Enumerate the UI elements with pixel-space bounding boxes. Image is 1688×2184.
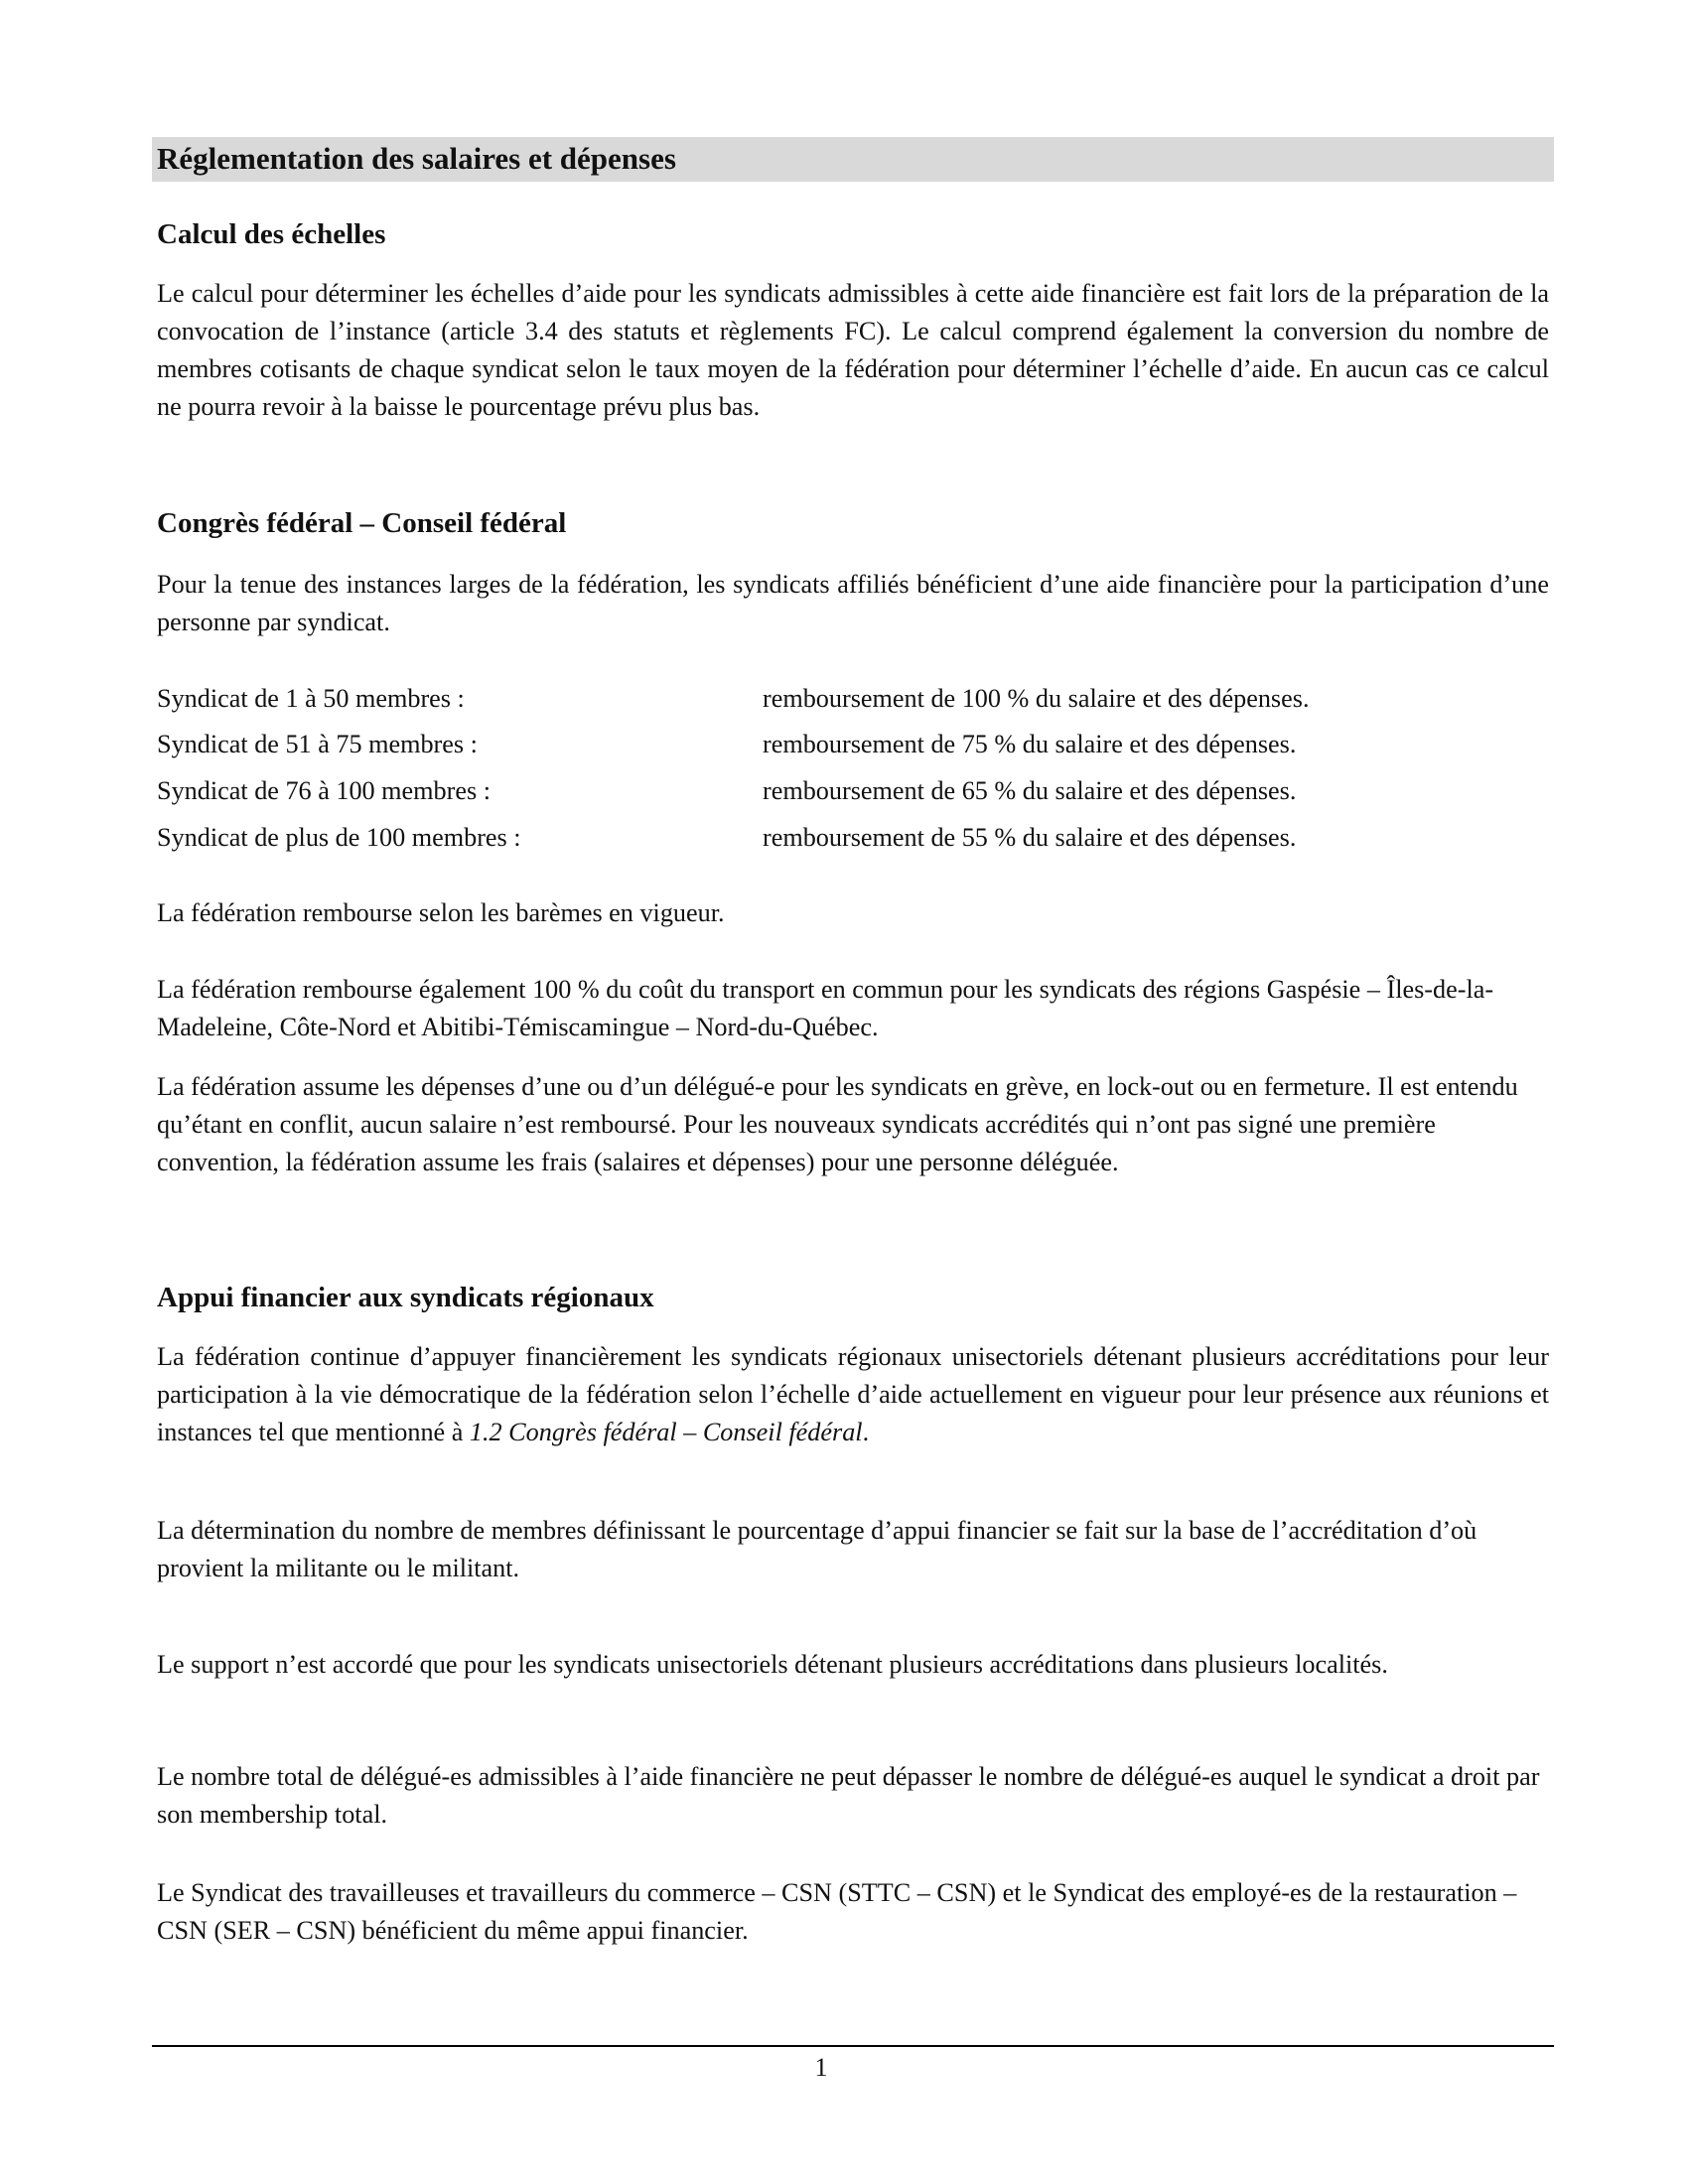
footer-divider	[152, 2045, 1554, 2047]
scale-reimbursement: remboursement de 100 % du salaire et des dépenses.	[763, 684, 1310, 713]
scale-category: Syndicat de 1 à 50 membres :	[157, 684, 465, 713]
heading-appui-financier: Appui financier aux syndicats régionaux	[157, 1282, 654, 1313]
page-title: Réglementation des salaires et dépenses	[157, 141, 676, 176]
scale-category: Syndicat de 76 à 100 membres :	[157, 776, 492, 805]
paragraph-appui-3: Le support n’est accordé que pour les syndicats unisectoriels détenant plusieurs accréditations dans plusieurs localités.	[157, 1650, 1388, 1679]
scale-reimbursement: remboursement de 75 % du salaire et des dépenses.	[763, 730, 1297, 758]
scale-row	[157, 768, 1549, 814]
scale-row	[157, 676, 1549, 722]
section-reference: 1.2 Congrès fédéral – Conseil fédéral	[469, 1418, 863, 1446]
page-number: 1	[814, 2053, 828, 2082]
paragraph-appui-5: Le Syndicat des travailleuses et travailleurs du commerce – CSN (STTC – CSN) et le Syndicat des employé-es de la restauration – CSN (SER – CSN) bénéficient du même appui financier.	[157, 1878, 1517, 1945]
scale-category: Syndicat de plus de 100 membres :	[157, 823, 521, 852]
scale-reimbursement: remboursement de 65 % du salaire et des dépenses.	[763, 776, 1297, 805]
paragraph-appui-1-main: La fédération continue d’appuyer financièrement les syndicats régionaux unisectoriels détenant plusieurs accréditations pour leur participation à la vie démocratique de la fédération selon l’échelle d’aide actuellement en vigueur pour leur présence aux réunions et instances tel que mentionné à	[157, 1342, 1549, 1446]
heading-calcul-echelles: Calcul des échelles	[157, 218, 386, 250]
paragraph-appui-1-end: .	[862, 1418, 870, 1446]
paragraph-congres-intro: Pour la tenue des instances larges de la fédération, les syndicats affiliés bénéficient d’une aide financière pour la participation d’une personne par syndicat.	[157, 570, 1549, 636]
paragraph-greve: La fédération assume les dépenses d’une ou d’un délégué-e pour les syndicats en grève, en lock-out ou en fermeture. Il est entendu qu’étant en conflit, aucun salaire n’est remboursé. Pour les nouveaux syndicats accrédités qui n’ont pas signé une première convention, la fédération assume les frais (salaires et dépenses) pour une personne déléguée.	[157, 1072, 1518, 1176]
paragraph-appui-2: La détermination du nombre de membres définissant le pourcentage d’appui financier se fait sur la base de l’accréditation d’où provient la militante ou le militant.	[157, 1516, 1477, 1582]
paragraph-transport: La fédération rembourse également 100 % du coût du transport en commun pour les syndicats des régions Gaspésie – Îles-de-la-Madeleine, Côte-Nord et Abitibi-Témiscamingue – Nord-du-Québec.	[157, 975, 1494, 1041]
scale-row	[157, 815, 1549, 861]
paragraph-calcul: Le calcul pour déterminer les échelles d’aide pour les syndicats admissibles à cette aide financière est fait lors de la préparation de la convocation de l’instance (article 3.4 des statuts et règlements FC). Le calcul comprend également la conversion du nombre de membres cotisants de chaque syndicat selon le taux moyen de la fédération pour déterminer l’échelle d’aide. En aucun cas ce calcul ne pourra revoir à la baisse le pourcentage prévu plus bas.	[157, 279, 1549, 421]
scale-category: Syndicat de 51 à 75 membres :	[157, 730, 478, 758]
paragraph-appui-1	[157, 1338, 1549, 1451]
scale-reimbursement: remboursement de 55 % du salaire et des dépenses.	[763, 823, 1297, 852]
paragraph-appui-4: Le nombre total de délégué-es admissibles à l’aide financière ne peut dépasser le nombre de délégué-es auquel le syndicat a droit par son membership total.	[157, 1762, 1540, 1829]
heading-congres-federal: Congrès fédéral – Conseil fédéral	[157, 507, 567, 539]
scale-row	[157, 722, 1549, 767]
paragraph-baremes: La fédération rembourse selon les barèmes en vigueur.	[157, 898, 725, 927]
